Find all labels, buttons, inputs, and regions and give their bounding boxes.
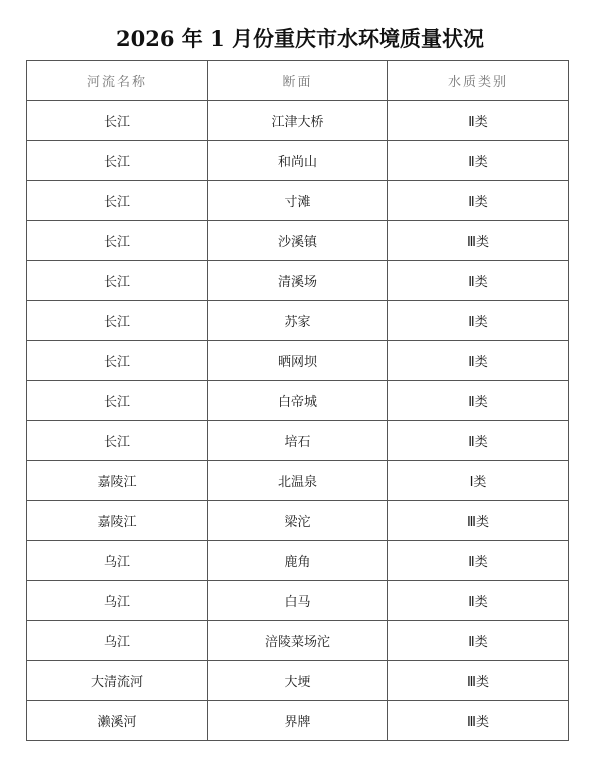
water-class-cell: Ⅱ类: [388, 101, 569, 141]
header-section: 断面: [208, 61, 388, 101]
table-header: [27, 61, 569, 101]
section-cell: 沙溪镇: [208, 221, 388, 261]
water-class-cell: Ⅱ类: [388, 261, 569, 301]
river-name-cell: 大清流河: [27, 661, 208, 701]
river-name-cell: 乌江: [27, 621, 208, 661]
water-class-cell: Ⅱ类: [388, 341, 569, 381]
river-name-cell: 长江: [27, 301, 208, 341]
table-row: [27, 341, 569, 381]
table-row: [27, 621, 569, 661]
table-row: [27, 301, 569, 341]
river-name-cell: 嘉陵江: [27, 461, 208, 501]
water-class-cell: Ⅱ类: [388, 301, 569, 341]
water-class-cell: Ⅱ类: [388, 581, 569, 621]
section-cell: 白马: [208, 581, 388, 621]
water-class-cell: Ⅱ类: [388, 141, 569, 181]
water-class-cell: Ⅲ类: [388, 661, 569, 701]
table-row: [27, 101, 569, 141]
water-class-cell: Ⅲ类: [388, 501, 569, 541]
section-cell: 江津大桥: [208, 101, 388, 141]
water-class-cell: Ⅱ类: [388, 181, 569, 221]
river-name-cell: 乌江: [27, 541, 208, 581]
river-name-cell: 长江: [27, 341, 208, 381]
header-river-name: 河流名称: [27, 61, 208, 101]
river-name-cell: 长江: [27, 381, 208, 421]
river-name-cell: 长江: [27, 141, 208, 181]
section-cell: 梁沱: [208, 501, 388, 541]
table-row: [27, 461, 569, 501]
table-row: [27, 261, 569, 301]
table-row: [27, 141, 569, 181]
section-cell: 培石: [208, 421, 388, 461]
water-class-cell: Ⅰ类: [388, 461, 569, 501]
section-cell: 和尚山: [208, 141, 388, 181]
water-class-cell: Ⅲ类: [388, 221, 569, 261]
page-title: 2026 年 1 月份重庆市水环境质量状况: [116, 26, 484, 51]
river-name-cell: 长江: [27, 101, 208, 141]
section-cell: 苏家: [208, 301, 388, 341]
table-row: [27, 701, 569, 741]
river-name-cell: 嘉陵江: [27, 501, 208, 541]
table-row: [27, 181, 569, 221]
water-quality-table: [26, 60, 569, 741]
table-row: [27, 421, 569, 461]
water-class-cell: Ⅱ类: [388, 541, 569, 581]
section-cell: 清溪场: [208, 261, 388, 301]
river-name-cell: 乌江: [27, 581, 208, 621]
section-cell: 鹿角: [208, 541, 388, 581]
water-class-cell: Ⅲ类: [388, 701, 569, 741]
river-name-cell: 长江: [27, 221, 208, 261]
table-body: [27, 101, 569, 741]
section-cell: 寸滩: [208, 181, 388, 221]
river-name-cell: 长江: [27, 181, 208, 221]
table-row: [27, 501, 569, 541]
header-row: [27, 61, 569, 101]
section-cell: 涪陵菜场沱: [208, 621, 388, 661]
table-row: [27, 581, 569, 621]
header-water-quality-class: 水质类别: [388, 61, 569, 101]
water-class-cell: Ⅱ类: [388, 421, 569, 461]
water-class-cell: Ⅱ类: [388, 381, 569, 421]
table-row: [27, 661, 569, 701]
section-cell: 界牌: [208, 701, 388, 741]
river-name-cell: 长江: [27, 421, 208, 461]
section-cell: 北温泉: [208, 461, 388, 501]
section-cell: 大埂: [208, 661, 388, 701]
section-cell: 白帝城: [208, 381, 388, 421]
section-cell: 晒网坝: [208, 341, 388, 381]
river-name-cell: 濑溪河: [27, 701, 208, 741]
table-row: [27, 541, 569, 581]
river-name-cell: 长江: [27, 261, 208, 301]
water-class-cell: Ⅱ类: [388, 621, 569, 661]
table-row: [27, 381, 569, 421]
table-row: [27, 221, 569, 261]
